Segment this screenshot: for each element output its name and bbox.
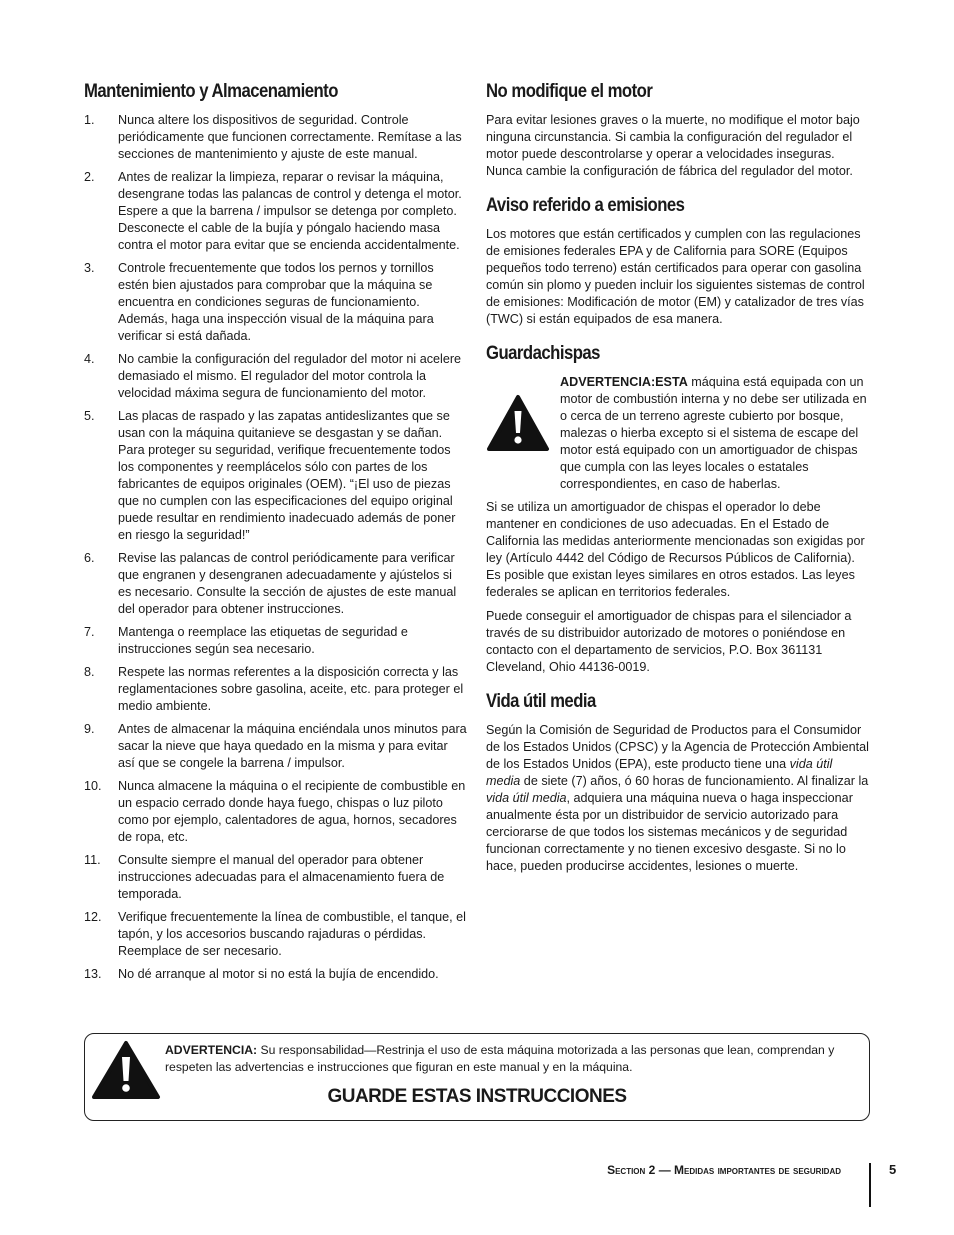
list-item-number: 1. [84, 113, 95, 127]
spark-warning-lead: ADVERTENCIA:ESTA [560, 375, 688, 389]
list-item-text: Antes de realizar la limpieza, reparar o revisar la máquina, desengrane todas las palancas de control y detenga el motor. Espere a que la barrena / impulsor se detenga por completo. Desconecte el cable de la bujía y póngalo haciendo masa contra el motor para evitar que se encienda accidentalmente. [118, 170, 462, 252]
service-life-heading: Vida útil media [486, 691, 596, 712]
list-item [84, 550, 468, 618]
list-item-text: No dé arranque al motor si no está la bujía de encendido. [118, 967, 439, 981]
list-item-number: 5. [84, 409, 95, 423]
list-item-text: Revise las palancas de control periódicamente para verificar que engranen y desengranen adecuadamente y ajústelos si es necesario. Consulte la sección de ajustes de este manual del operador para obtener instrucciones. [118, 551, 457, 616]
list-item [84, 351, 468, 402]
list-item-text: Mantenga o reemplace las etiquetas de seguridad e instrucciones según sea necesario. [118, 625, 408, 656]
list-item-number: 3. [84, 261, 95, 275]
list-item-number: 6. [84, 551, 95, 565]
engine-heading: No modifique el motor [486, 81, 653, 102]
list-item-number: 9. [84, 722, 95, 736]
list-item-number: 13. [84, 967, 102, 981]
warning-triangle-icon [486, 394, 550, 457]
list-item-text: Consulte siempre el manual del operador para obtener instrucciones adecuadas para el almacenamiento fuera de temporada. [118, 853, 445, 901]
list-item-number: 10. [84, 779, 102, 793]
list-item-text: No cambie la configuración del regulador del motor ni acelere demasiado el mismo. El regulador del motor controla la velocidad máxima segura de funcionamiento del motor. [118, 352, 462, 400]
list-item-text: Las placas de raspado y las zapatas antideslizantes que se usan con la máquina quitanieve se desgastan y se dañan. Para proteger su seguridad, verifique frecuentemente todos los componentes y reemplácelos sólo con partes de los fabricantes de equipos originales (OEM). “¡El uso de piezas que no cumplen con las especificaciones del equipo original puede resultar en rendimiento inadecuado además de poner en riesgo la seguridad!” [118, 409, 456, 542]
service-life-text: Según la Comisión de Seguridad de Productos para el Consumidor de los Estados Unidos (CPSC) y la Agencia de Protección Ambiental de los Estados Unidos (EPA), este producto tiene una vida útil media de siete (7) años, ó 60 horas de funcionamiento. Al finalizar la vida útil media, adquiera una máquina nueva o haga inspeccionar anualmente ésta por un distribuidor de servicio autorizado para cerciorarse de que todos los sistemas mecánicos y de seguridad funcionan correctamente y no tienen excesivo desgaste. Si no lo hace, pueden producirse accidentes, lesiones o muerte. [486, 723, 869, 873]
list-item [84, 966, 468, 983]
list-item [84, 909, 468, 960]
spark-warning [486, 374, 870, 493]
list-item-number: 2. [84, 170, 95, 184]
list-item [84, 664, 468, 715]
responsibility-warning-box [84, 1033, 870, 1121]
list-item-number: 4. [84, 352, 95, 366]
spark-warning-text: máquina está equipada con un motor de combustión interna y no debe ser utilizada en o cerca de un terreno agreste cubierto por bosque, malezas o hierba excepto si el sistema de escape del motor está equipado con un amortiguador de chispas que cumpla con las leyes locales o estatales correspondientes, en caso de haberlas. [560, 375, 867, 491]
left-column [84, 80, 468, 989]
list-item [84, 169, 468, 254]
list-item [84, 260, 468, 345]
spark-text-1: Si se utiliza un amortiguador de chispas el operador lo debe mantener en condiciones de uso adecuadas. En el Estado de California las medidas anteriormente mencionadas son exigidas por ley (Artículo 4442 del Código de Recursos Públicos de California). Es posible que existan leyes similares en otros estados. Las leyes federales se aplican en territorios federales. [486, 500, 865, 599]
list-item [84, 624, 468, 658]
page-number: 5 [889, 1162, 897, 1177]
list-item-text: Nunca altere los dispositivos de seguridad. Controle periódicamente que funcionen correctamente. Remítase a las secciones de mantenimiento y ajuste de este manual. [118, 113, 462, 161]
list-item [84, 408, 468, 544]
list-item [84, 852, 468, 903]
maintenance-list [84, 112, 468, 983]
list-item-number: 8. [84, 665, 95, 679]
list-item-number: 11. [84, 853, 101, 867]
responsibility-warning-text: ADVERTENCIA: Su responsabilidad—Restrinja el uso de esta máquina motorizada a las personas que lean, comprendan y respeten las advertencias e instrucciones que figuran en este manual y en la máquina. [165, 1043, 835, 1074]
list-item-text: Controle frecuentemente que todos los pernos y tornillos estén bien ajustados para comprobar que la máquina se encuentra en condiciones seguras de funcionamiento. Además, haga una inspección visual de la máquina para verificar si está dañada. [118, 261, 434, 343]
emissions-text: Los motores que están certificados y cumplen con las regulaciones de emisiones federales EPA y de California para SORE (Equipos pequeños todo terreno) están certificados para operar con gasolina común sin plomo y pueden incluir los siguientes sistemas de control de emisiones: Modificación de motor (EM) y catalizador de tres vías (TWC) si están equipados de esa manera. [486, 227, 865, 326]
list-item [84, 112, 468, 163]
list-item-number: 7. [84, 625, 95, 639]
list-item-number: 12. [84, 910, 102, 924]
right-column [486, 80, 870, 882]
list-item-text: Nunca almacene la máquina o el recipiente de combustible en un espacio cerrado donde haya fuego, chispas o luz piloto como por ejemplo, calentadores de agua, hornos, secadores de ropa, etc. [118, 779, 466, 844]
engine-text: Para evitar lesiones graves o la muerte, no modifique el motor bajo ninguna circunstancia. Si cambia la configuración del regulador el motor puede descontrolarse y operar a velocidades inseguras. Nunca cambie la configuración de fábrica del regulador del motor. [486, 113, 860, 178]
spark-text-2: Puede conseguir el amortiguador de chispas para el silenciador a través de su distribuidor autorizado de motores o poniéndose en contacto con el departamento de servicios, P.O. Box 361131 Cleveland, Ohio 44136-0019. [486, 609, 852, 674]
footer-divider [869, 1163, 871, 1207]
list-item [84, 778, 468, 846]
list-item [84, 721, 468, 772]
list-item-text: Respete las normas referentes a la disposición correcta y las reglamentaciones sobre gasolina, aceite, etc. para proteger el medio ambiente. [118, 665, 464, 713]
maintenance-heading: Mantenimiento y Almacenamiento [84, 81, 338, 102]
section-footer: Section 2 — Medidas importantes de seguridad [607, 1163, 841, 1177]
emissions-heading: Aviso referido a emisiones [486, 195, 685, 216]
spark-arrester-heading: Guardachispas [486, 343, 600, 364]
list-item-text: Verifique frecuentemente la línea de combustible, el tanque, el tapón, y los accesorios buscando rajaduras o pérdidas. Reemplace de ser necesario. [118, 910, 466, 958]
keep-instructions-title: GUARDE ESTAS INSTRUCCIONES [327, 1086, 627, 1107]
list-item-text: Antes de almacenar la máquina enciéndala unos minutos para sacar la nieve que haya quedado en la misma y para evitar así que se congele la barrena / impulsor. [118, 722, 467, 770]
